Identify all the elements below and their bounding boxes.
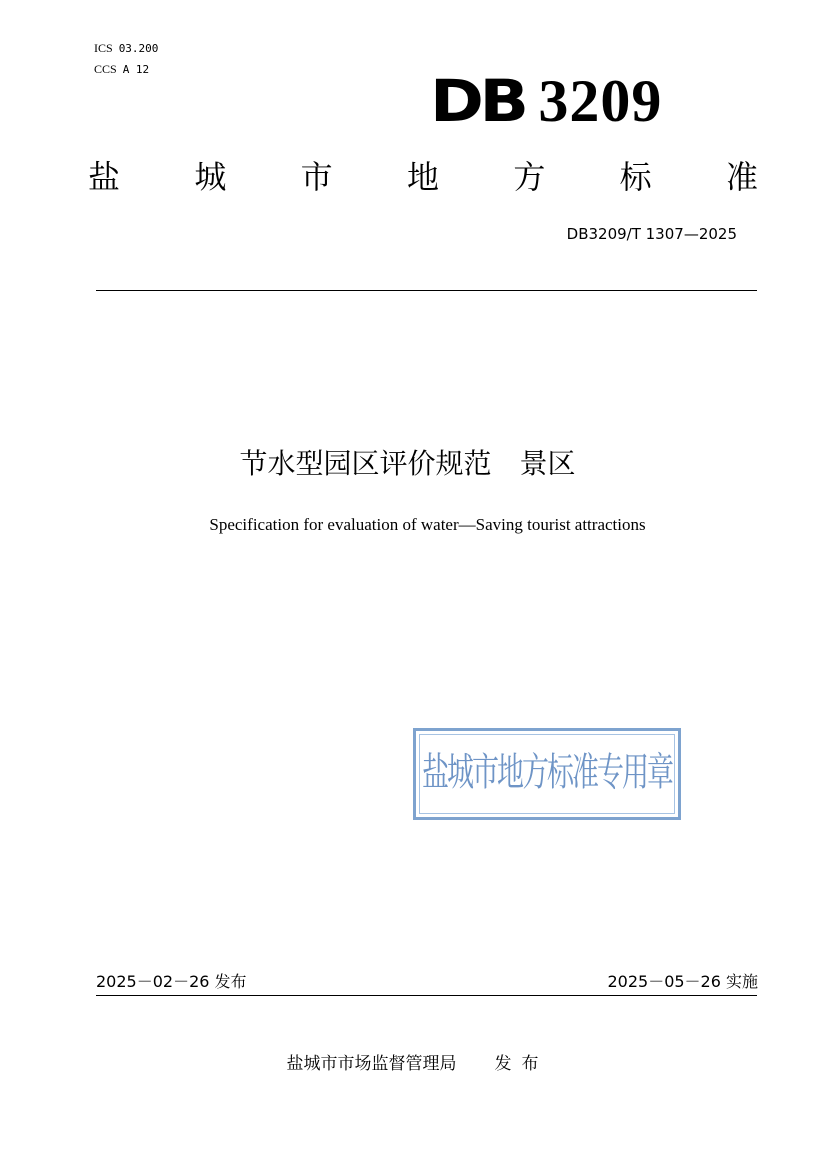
standard-type-char: 盐 [88,158,121,196]
ics-code: 03.200 [118,42,159,55]
standard-mark-number: 3209 [538,68,663,134]
issue-date: 2025－02－26 发布 [96,972,247,991]
official-seal-stamp [413,728,681,820]
ccs-label: CCS [94,62,117,76]
standard-type-char: 地 [406,158,439,196]
ics-line [94,41,158,56]
standard-type-char: 标 [619,158,652,196]
standard-mark-logo [430,67,663,135]
header-divider [96,290,757,291]
ccs-line [94,62,149,77]
standard-mark-letters: DB [430,67,525,135]
standard-type-heading [88,155,758,199]
publisher-line [0,1052,815,1076]
standard-type-char: 城 [194,158,227,196]
standard-type-char: 准 [725,158,758,196]
ics-label: ICS [94,41,113,55]
standard-type-char: 方 [513,158,546,196]
implementation-date: 2025－05－26 实施 [607,972,758,991]
standard-number: DB3209/T 1307—2025 [566,225,737,243]
ccs-code: A 12 [122,63,150,76]
publish-action: 发布 [494,1054,549,1074]
seal-text: 盐城市地方标准专用章 [422,750,672,796]
publisher-name: 盐城市市场监督管理局 [286,1054,457,1074]
standard-type-char: 市 [300,158,333,196]
title-english: Specification for evaluation of water—Saving tourist attractions [209,515,646,534]
title-chinese: 节水型园区评价规范 景区 [239,447,576,480]
footer-divider [96,995,757,996]
